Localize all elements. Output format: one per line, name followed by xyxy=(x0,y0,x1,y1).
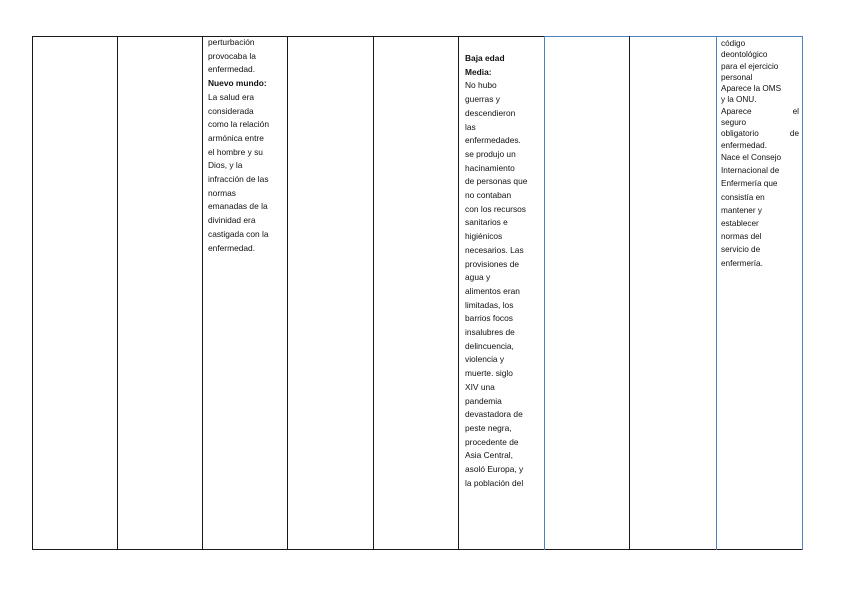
col3-line: emanadas de la xyxy=(208,201,268,212)
col9-line-right: el xyxy=(792,106,799,116)
table-cell-col6 xyxy=(465,52,545,491)
col9-line-left: Aparece xyxy=(721,106,752,116)
col3-line: enfermedad. xyxy=(208,64,256,75)
col9-line: servicio de xyxy=(721,245,761,255)
col3-line: castigada con la xyxy=(208,228,269,239)
col9-line-right: de xyxy=(789,129,799,139)
col6-line: delincuencia, xyxy=(465,340,514,351)
col9-line: Aparece la OMS xyxy=(721,84,782,94)
col6-line: insalubres de xyxy=(465,327,515,338)
col6-line: hacinamiento xyxy=(465,162,515,173)
col6-line: agua y xyxy=(465,272,491,283)
col3-line: infracción de las xyxy=(208,174,269,185)
col-border-9 xyxy=(802,36,803,550)
col9-line: y la ONU. xyxy=(721,95,757,105)
col9-line: Nace el Consejo xyxy=(721,152,782,162)
col6-line: Baja edad xyxy=(465,53,505,63)
col3-line: considerada xyxy=(208,105,254,116)
col3-line: provocaba la xyxy=(208,50,256,61)
col6-line: sanitarios e xyxy=(465,217,508,228)
col3-line: enfermedad. xyxy=(208,242,256,253)
col-border-7 xyxy=(629,36,630,550)
col9-line: código xyxy=(721,39,746,48)
col6-line: la población del xyxy=(465,477,524,488)
col-border-4 xyxy=(373,36,374,550)
col6-line: descendieron xyxy=(465,107,516,118)
table-bottom-border xyxy=(32,549,803,550)
col3-line: como la relación xyxy=(208,119,269,130)
col3-line: La salud era xyxy=(208,91,255,102)
col9-line: normas del xyxy=(721,232,762,242)
col9-line: mantener y xyxy=(721,205,762,215)
table-top-border-blue xyxy=(544,36,803,37)
table-cell-col9 xyxy=(721,38,799,270)
col-border-0 xyxy=(32,36,33,550)
col3-line: normas xyxy=(208,187,236,198)
col3-line: perturbación xyxy=(208,37,255,47)
col9-line: seguro xyxy=(721,118,747,128)
col9-line: deontológico xyxy=(721,50,768,60)
col3-line: divinidad era xyxy=(208,215,256,226)
col3-line: Nuevo mundo: xyxy=(208,78,267,89)
col3-line: armónica entre xyxy=(208,132,264,143)
col6-line: muerte. siglo xyxy=(465,368,513,379)
col9-line xyxy=(721,106,799,117)
col6-line: de personas que xyxy=(465,176,528,187)
col6-line: limitadas, los xyxy=(465,299,514,310)
table-top-border xyxy=(32,36,544,37)
col6-line: con los recursos xyxy=(465,203,526,214)
col-border-1 xyxy=(117,36,118,550)
col-border-8 xyxy=(716,36,717,550)
table-grid xyxy=(32,36,803,550)
col9-line: para el ejercicio xyxy=(721,61,779,71)
col6-line: devastadora de xyxy=(465,409,523,420)
col6-line: las xyxy=(465,121,476,132)
col-border-5 xyxy=(458,36,459,550)
col9-line: Enfermería que xyxy=(721,179,778,189)
col6-line: guerras y xyxy=(465,94,500,105)
col6-line: asoló Europa, y xyxy=(465,464,524,475)
col9-line: consistía en xyxy=(721,192,765,202)
col9-line: Internacional de xyxy=(721,166,780,176)
col6-line: procedente de xyxy=(465,436,519,447)
col6-line: Asia Central, xyxy=(465,450,513,461)
col3-line: Dios, y la xyxy=(208,160,243,171)
col9-line: personal xyxy=(721,72,753,82)
col6-line: provisiones de xyxy=(465,258,520,269)
col6-line: Media: xyxy=(465,66,492,77)
col6-line: XIV una xyxy=(465,381,495,392)
col6-line: pandemia xyxy=(465,395,502,406)
col6-line: violencia y xyxy=(465,354,505,365)
col6-line: necesarios. Las xyxy=(465,244,524,255)
col6-line: no contaban xyxy=(465,190,512,201)
col9-line: enfermería. xyxy=(721,258,763,268)
col6-line: No hubo xyxy=(465,80,497,91)
col6-line: se produjo un xyxy=(465,148,516,159)
col9-line: enfermedad. xyxy=(721,140,767,150)
col9-line-left: obligatorio xyxy=(721,129,759,139)
col6-line: higiénicos xyxy=(465,231,503,242)
col3-line: el hombre y su xyxy=(208,146,263,157)
col9-line: establecer xyxy=(721,218,759,228)
col6-line: barrios focos xyxy=(465,313,513,324)
col-border-2 xyxy=(202,36,203,550)
col6-line: alimentos eran xyxy=(465,285,520,296)
col9-line xyxy=(721,128,799,139)
col6-line: enfermedades. xyxy=(465,135,521,146)
col6-line: peste negra, xyxy=(465,422,512,433)
table-cell-col3 xyxy=(208,36,288,255)
